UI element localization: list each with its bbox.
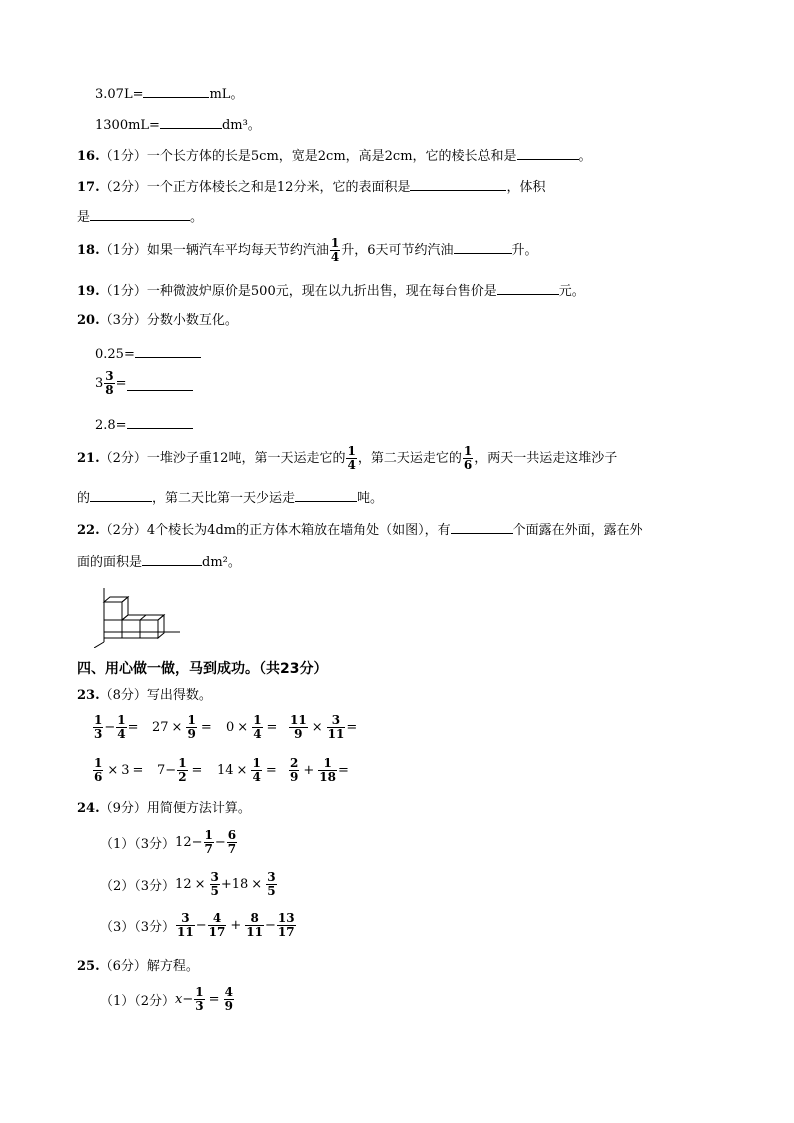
q23-row1-item2: 27 × $\frac{1}{9}$ = xyxy=(152,713,212,741)
answer-blank[interactable] xyxy=(160,115,222,129)
corner-cubes-diagram xyxy=(94,588,184,648)
q20-item-c: 2.8= xyxy=(95,415,193,435)
question-19: 19.（1分）一种微波炉原价是500元，现在以九折出售，现在每台售价是 元。 xyxy=(77,281,585,301)
question-16: 16.（1分）一个长方体的长是5cm，宽是2cm，高是2cm，它的棱长总和是 。 xyxy=(77,146,592,166)
q23-row1-item3: 0 × $\frac{1}{4}$ = xyxy=(226,713,278,741)
question-17: 17.（2分）一个正方体棱长之和是12分米，它的表面积是 ，体积 xyxy=(77,177,545,197)
answer-blank[interactable] xyxy=(143,84,209,98)
answer-blank[interactable] xyxy=(451,520,513,534)
answer-blank[interactable] xyxy=(497,281,559,295)
answer-blank[interactable] xyxy=(295,488,357,502)
q20-item-b: 3 $\frac{3}{8}$ = xyxy=(95,370,193,397)
q25-part1: （1）（2分） x − $\frac{1}{3}$ = $\frac{4}{9}$ xyxy=(100,985,233,1013)
question-23: 23.（8分）写出得数。 xyxy=(77,688,212,703)
q23-row1-item4: $\frac{11}{9}$ × $\frac{3}{11}$ = xyxy=(290,713,358,741)
question-24: 24.（9分）用简便方法计算。 xyxy=(77,801,251,816)
answer-blank[interactable] xyxy=(90,207,190,221)
question-21-line2: 的 ，第二天比第一天少运走 吨。 xyxy=(77,488,383,508)
answer-blank[interactable] xyxy=(135,344,201,358)
fraction: $\frac{1}{4}$ xyxy=(347,444,356,472)
answer-blank[interactable] xyxy=(517,146,579,160)
fraction: $\frac{1}{6}$ xyxy=(463,444,473,472)
answer-blank[interactable] xyxy=(127,377,193,391)
answer-blank[interactable] xyxy=(410,177,506,191)
q23-row2-item3: 14 × $\frac{1}{4}$ = xyxy=(217,756,277,784)
section-4-title: 四、用心做一做，马到成功。（共23分） xyxy=(77,661,328,677)
q15-line-ml: 1300mL= dm³。 xyxy=(95,115,261,135)
q23-row2-item1: $\frac{1}{6}$ × 3 = xyxy=(94,756,144,784)
question-18: 18.（1分）如果一辆汽车平均每天节约汽油 $\frac{1}{4}$ 升，6天可节约汽油 升。 xyxy=(77,236,538,264)
answer-blank[interactable] xyxy=(142,552,202,566)
q24-part1: （1）（3分） 12 − $\frac{1}{7}$ − $\frac{6}{7}$ xyxy=(100,828,237,856)
q15-line-liters: 3.07L= mL。 xyxy=(95,84,243,104)
question-25: 25.（6分）解方程。 xyxy=(77,959,199,974)
question-22: 22.（2分）4个棱长为4dm的正方体木箱放在墙角处（如图），有 个面露在外面，露在外 xyxy=(77,520,643,540)
fraction: $\frac{3}{8}$ xyxy=(105,369,114,397)
question-20: 20.（3分）分数小数互化。 xyxy=(77,313,238,328)
question-17-line2: 是 。 xyxy=(77,207,203,227)
answer-blank[interactable] xyxy=(127,415,193,429)
question-22-line2: 面的面积是 dm²。 xyxy=(77,552,241,572)
q24-part2: （2）（3分） 12 × $\frac{3}{5}$ +18 × $\frac{3}{5}$ xyxy=(100,870,276,898)
q23-row2-item2: 7 − $\frac{1}{2}$ = xyxy=(157,756,203,784)
answer-blank[interactable] xyxy=(90,488,152,502)
q24-part3: （3）（3分） $\frac{3}{11}$ − $\frac{4}{17}$ + $\frac{8}{11}$ − $\frac{13}{17}$ xyxy=(100,911,295,939)
q23-row2-item4: $\frac{2}{9}$ + $\frac{1}{18}$ = xyxy=(290,756,349,784)
question-21: 21.（2分）一堆沙子重12吨，第一天运走它的 $\frac{1}{4}$ ，第二天运走它的 $\frac{1}{6}$ ，两天一共运走这堆沙子 xyxy=(77,444,618,472)
fraction: $\frac{1}{4}$ xyxy=(330,236,340,264)
q20-item-a: 0.25= xyxy=(95,344,201,364)
q23-row1-item1: $\frac{1}{3}$ − $\frac{1}{4}$ = xyxy=(94,713,139,741)
answer-blank[interactable] xyxy=(454,240,512,254)
